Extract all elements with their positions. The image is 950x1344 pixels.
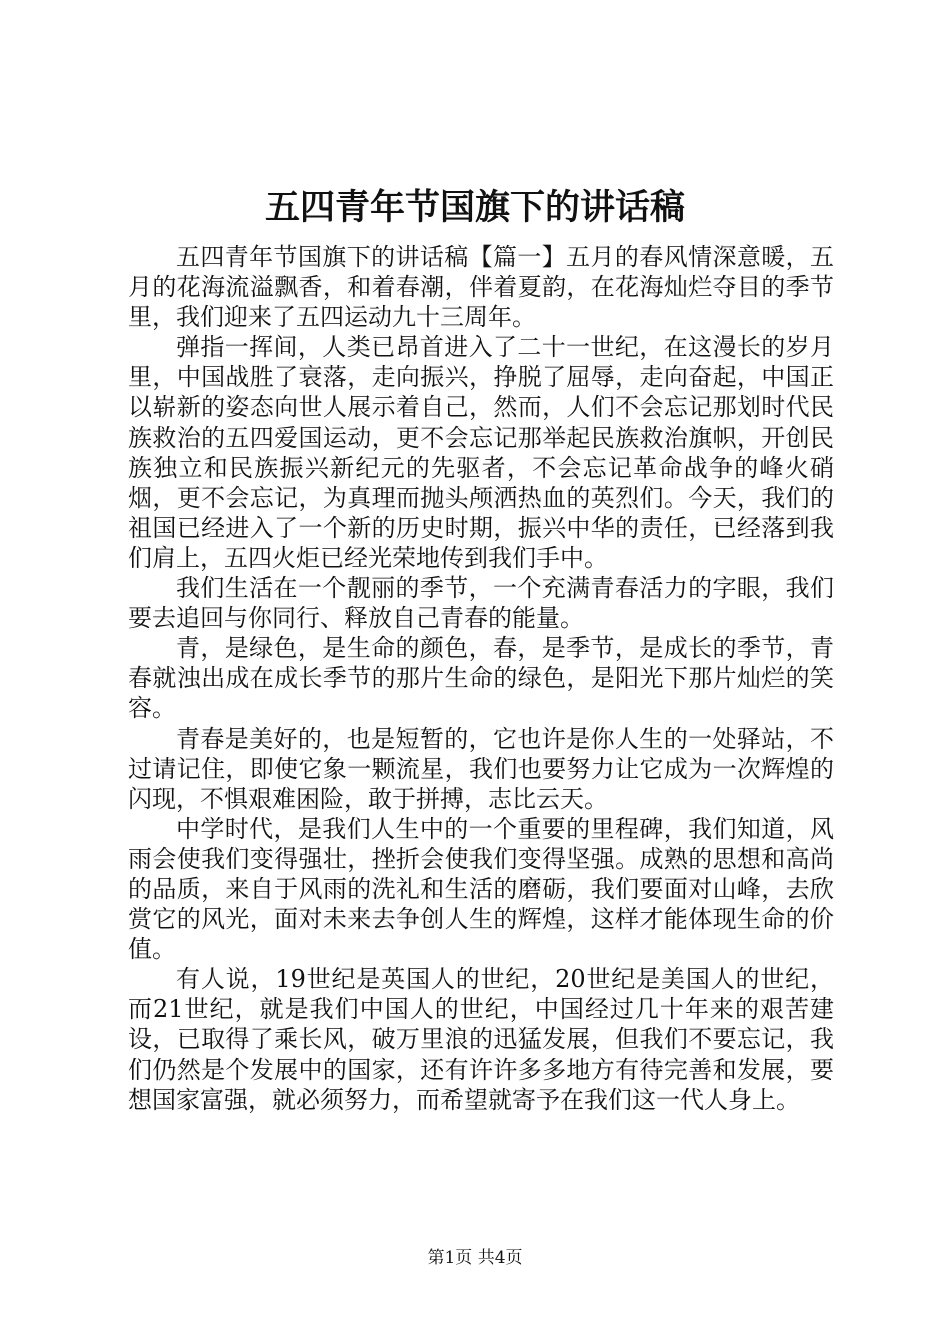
paragraph: 五四青年节国旗下的讲话稿【篇一】五月的春风情深意暖，五月的花海流溢飘香，和着春潮，伴着夏韵，在花海灿烂夺目的季节里，我们迎来了五四运动九十三周年。 xyxy=(128,243,834,332)
paragraph: 弹指一挥间，人类已昂首进入了二十一世纪，在这漫长的岁月里，中国战胜了衰落，走向振兴，挣脱了屈辱，走向奋起，中国正以崭新的姿态向世人展示着自己，然而，人们不会忘记那划时代民族救治的五四爱国运动，更不会忘记那举起民族救治旗帜，开创民族独立和民族振兴新纪元的先驱者，不会忘记革命战争的峰火硝烟，更不会忘记，为真理而抛头颅洒热血的英烈们。今天，我们的祖国已经进入了一个新的历史时期，振兴中华的责任，已经落到我们肩上，五四火炬已经光荣地传到我们手中。 xyxy=(128,333,834,572)
paragraph: 有人说，19世纪是英国人的世纪，20世纪是美国人的世纪，而21世纪，就是我们中国人的世纪，中国经过几十年来的艰苦建设，已取得了乘长风，破万里浪的迅猛发展，但我们不要忘记，我们仍然是个发展中的国家，还有许许多多地方有待完善和发展，要想国家富强，就必须努力，而希望就寄予在我们这一代人身上。 xyxy=(128,965,834,1114)
paragraph: 青，是绿色，是生命的颜色，春，是季节，是成长的季节，青春就浊出成在成长季节的那片生命的绿色，是阳光下那片灿烂的笑容。 xyxy=(128,634,834,723)
paragraph: 青春是美好的，也是短暂的，它也许是你人生的一处驿站，不过请记住，即使它象一颗流星，我们也要努力让它成为一次辉煌的闪现，不惧艰难困险，敢于拼搏，志比云天。 xyxy=(128,724,834,813)
paragraph: 中学时代，是我们人生中的一个重要的里程碑，我们知道，风雨会使我们变得强壮，挫折会使我们变得坚强。成熟的思想和高尚的品质，来自于风雨的洗礼和生活的磨砺，我们要面对山峰，去欣赏它的风光，面对未来去争创人生的辉煌，这样才能体现生命的价值。 xyxy=(128,814,834,964)
document-body xyxy=(128,242,834,1115)
page-footer: 第1页 共4页 xyxy=(427,1248,523,1268)
document-title: 五四青年节国旗下的讲话稿 xyxy=(264,187,685,228)
paragraph: 我们生活在一个靓丽的季节，一个充满青春活力的字眼，我们要去追回与你同行、释放自己青春的能量。 xyxy=(128,574,834,633)
